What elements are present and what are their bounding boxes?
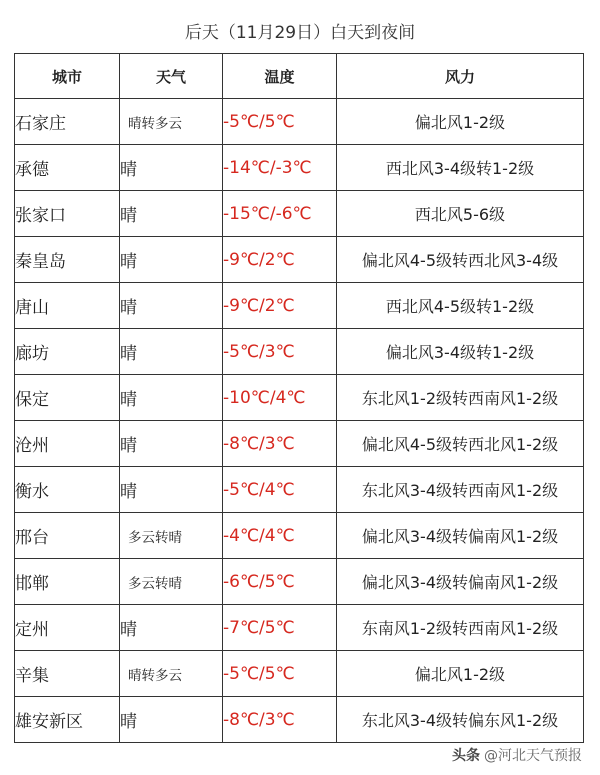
wind-cell: 偏北风4-5级转西北风3-4级 <box>337 237 584 283</box>
temperature-cell: -5℃/5℃ <box>223 99 337 145</box>
wind-cell: 偏北风4-5级转西北风1-2级 <box>337 421 584 467</box>
city-cell: 保定 <box>15 375 120 421</box>
wind-cell: 东北风3-4级转偏东风1-2级 <box>337 697 584 743</box>
wind-cell: 偏北风1-2级 <box>337 99 584 145</box>
weather-cell: 晴 <box>120 467 223 513</box>
city-cell: 邯郸 <box>15 559 120 605</box>
city-cell: 定州 <box>15 605 120 651</box>
city-cell: 雄安新区 <box>15 697 120 743</box>
temperature-cell: -8℃/3℃ <box>223 697 337 743</box>
table-row <box>15 283 584 329</box>
city-cell: 秦皇岛 <box>15 237 120 283</box>
weather-cell: 晴 <box>120 421 223 467</box>
table-row <box>15 375 584 421</box>
city-cell: 辛集 <box>15 651 120 697</box>
temperature-cell: -4℃/4℃ <box>223 513 337 559</box>
wind-cell: 偏北风3-4级转1-2级 <box>337 329 584 375</box>
temperature-cell: -6℃/5℃ <box>223 559 337 605</box>
weather-cell: 晴 <box>120 697 223 743</box>
header-temperature: 温度 <box>223 54 337 99</box>
weather-cell: 晴转多云 <box>120 651 223 697</box>
watermark-platform: 头条 <box>452 748 480 764</box>
weather-cell: 晴转多云 <box>120 99 223 145</box>
forecast-table <box>14 53 584 743</box>
temperature-cell: -8℃/3℃ <box>223 421 337 467</box>
table-row <box>15 421 584 467</box>
weather-cell: 晴 <box>120 145 223 191</box>
city-cell: 廊坊 <box>15 329 120 375</box>
table-row <box>15 467 584 513</box>
table-row <box>15 237 584 283</box>
wind-cell: 偏北风3-4级转偏南风1-2级 <box>337 559 584 605</box>
table-row <box>15 329 584 375</box>
city-cell: 唐山 <box>15 283 120 329</box>
city-cell: 沧州 <box>15 421 120 467</box>
wind-cell: 偏北风3-4级转偏南风1-2级 <box>337 513 584 559</box>
wind-cell: 西北风5-6级 <box>337 191 584 237</box>
temperature-cell: -9℃/2℃ <box>223 283 337 329</box>
wind-cell: 东南风1-2级转西南风1-2级 <box>337 605 584 651</box>
city-cell: 张家口 <box>15 191 120 237</box>
weather-cell: 多云转晴 <box>120 559 223 605</box>
weather-cell: 晴 <box>120 283 223 329</box>
table-row <box>15 651 584 697</box>
temperature-cell: -9℃/2℃ <box>223 237 337 283</box>
temperature-cell: -14℃/-3℃ <box>223 145 337 191</box>
city-cell: 石家庄 <box>15 99 120 145</box>
weather-cell: 晴 <box>120 329 223 375</box>
table-row <box>15 697 584 743</box>
weather-cell: 晴 <box>120 191 223 237</box>
watermark-account: @河北天气预报 <box>484 748 582 764</box>
temperature-cell: -15℃/-6℃ <box>223 191 337 237</box>
table-row <box>15 605 584 651</box>
table-row <box>15 559 584 605</box>
wind-cell: 西北风3-4级转1-2级 <box>337 145 584 191</box>
temperature-cell: -10℃/4℃ <box>223 375 337 421</box>
table-row <box>15 145 584 191</box>
watermark <box>452 745 582 765</box>
wind-cell: 东北风3-4级转西南风1-2级 <box>337 467 584 513</box>
header-city: 城市 <box>15 54 120 99</box>
weather-cell: 晴 <box>120 375 223 421</box>
header-weather: 天气 <box>120 54 223 99</box>
wind-cell: 西北风4-5级转1-2级 <box>337 283 584 329</box>
wind-cell: 东北风1-2级转西南风1-2级 <box>337 375 584 421</box>
city-cell: 承德 <box>15 145 120 191</box>
temperature-cell: -7℃/5℃ <box>223 605 337 651</box>
weather-cell: 晴 <box>120 605 223 651</box>
wind-cell: 偏北风1-2级 <box>337 651 584 697</box>
table-row <box>15 191 584 237</box>
temperature-cell: -5℃/3℃ <box>223 329 337 375</box>
temperature-cell: -5℃/5℃ <box>223 651 337 697</box>
table-row <box>15 513 584 559</box>
weather-cell: 多云转晴 <box>120 513 223 559</box>
city-cell: 衡水 <box>15 467 120 513</box>
page-title: 后天（11月29日）白天到夜间 <box>184 23 416 43</box>
weather-cell: 晴 <box>120 237 223 283</box>
temperature-cell: -5℃/4℃ <box>223 467 337 513</box>
table-row <box>15 99 584 145</box>
table-header-row <box>15 54 584 99</box>
city-cell: 邢台 <box>15 513 120 559</box>
header-wind: 风力 <box>337 54 584 99</box>
